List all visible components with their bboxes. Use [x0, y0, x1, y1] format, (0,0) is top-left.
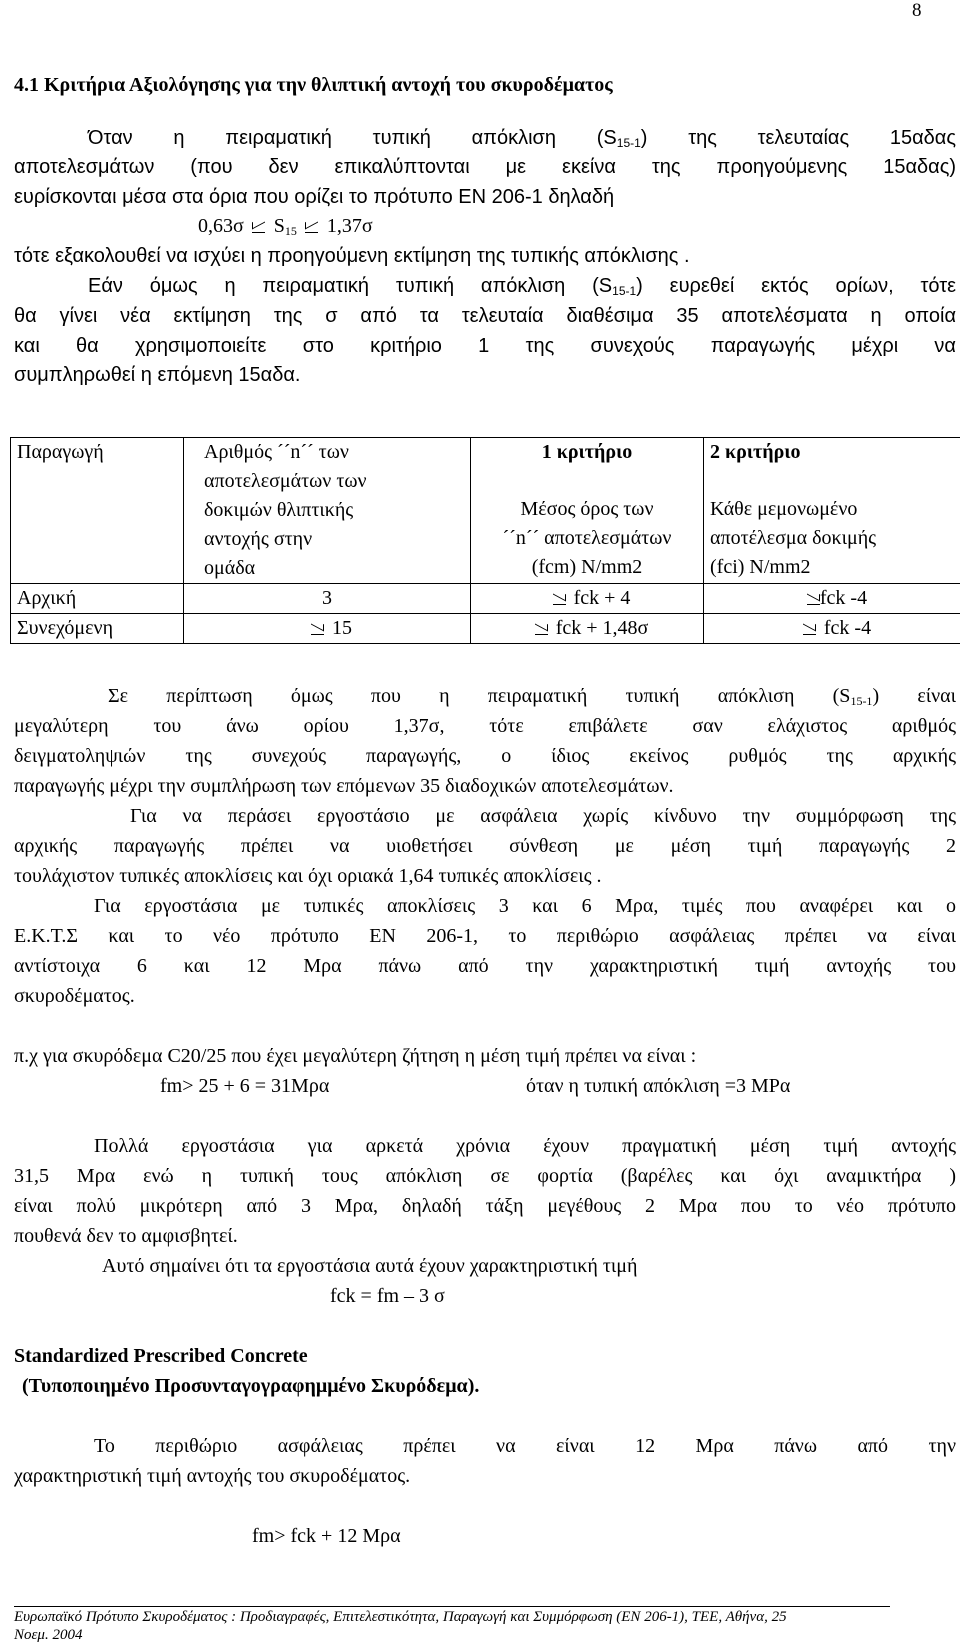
criteria-table — [10, 437, 960, 644]
p5-line-1: Πολλά εργοστάσια για αρκετά χρόνια έχουν πραγματική μέση τιμή αντοχής — [94, 1135, 956, 1157]
spc-formula: fm> fck + 12 Mρα — [252, 1525, 401, 1547]
intro-line-4: τότε εξακολουθεί να ισχύει η προηγούμενη εκτίμηση της τυπικής απόκλισης . — [14, 245, 690, 267]
p5-line-4: πουθενά δεν το αμφισβητεί. — [14, 1225, 238, 1247]
header-production: Παραγωγή — [11, 438, 184, 584]
intro-line-8: συμπληρωθεί η επόμενη 15αδα. — [14, 364, 301, 386]
p4-line-4: σκυροδέματος. — [14, 985, 135, 1007]
p4-line-2: Ε.Κ.Τ.Σ και το νέο πρότυπο ΕΝ 206-1, το περιθώριο ασφάλειας πρέπει να είναι — [14, 925, 956, 947]
intro-line-3: ευρίσκονται μέσα στα όρια που ορίζει το πρότυπο ΕΝ 206-1 δηλαδή — [14, 186, 615, 208]
spc-line-2: χαρακτηριστική τιμή αντοχής του σκυροδέματος. — [14, 1465, 411, 1487]
p3-line-2: αρχικής παραγωγής πρέπει να υιοθετήσει σύνθεση με μέση τιμή παραγωγής 2 — [14, 835, 956, 857]
header-criterion-1: 1 κριτήριο Μέσος όρος των ´´n´´ αποτελεσμάτων (fcm) N/mm2 — [471, 438, 704, 584]
spc-title-en: Standardized Prescribed Concrete — [14, 1345, 308, 1367]
p5-line-2: 31,5 Μρα ενώ η τυπική τους απόκλιση σε φορτία (βαρέλες και όχι αναμικτήρα ) — [14, 1165, 956, 1187]
p5-line-3: είναι πολύ μικρότερη από 3 Μρα, δηλαδή τάξη μεγέθους 2 Μρα που το νέο πρότυπο — [14, 1195, 956, 1217]
p4-line-1: Για εργοστάσια με τυπικές αποκλίσεις 3 και 6 Μρα, τιμές που αναφέρει και ο — [94, 895, 956, 917]
less-equal-icon — [305, 219, 319, 233]
p2-line-2: μεγαλύτερη του άνω ορίου 1,37σ, τότε επιβάλετε σαν ελάχιστος αριθμός — [14, 715, 956, 737]
greater-equal-icon — [806, 591, 820, 605]
greater-equal-icon — [310, 621, 324, 635]
header-criterion-2: 2 κριτήριο Κάθε μεμονωμένο αποτέλεσμα δοκιμής (fci) N/mm2 — [704, 438, 960, 584]
spc-title-gr: (Τυποποιημένο Προσυνταγογραφημμένο Σκυρόδεμα). — [22, 1375, 480, 1397]
p4-line-3: αντίστοιχα 6 και 12 Μρα πάνω από την χαρακτηριστική τιμή αντοχής του — [14, 955, 956, 977]
greater-equal-icon — [802, 621, 816, 635]
p2-line-1: Σε περίπτωση όμως που η πειραματική τυπική απόκλιση $(S_{15-1})$ είναι — [108, 685, 956, 708]
intro-line-1: Όταν η πειραματική τυπική απόκλιση $(S_{15-1})$ της τελευταίας 15αδας — [88, 127, 956, 150]
p5-line-5: Αυτό σημαίνει ότι τα εργοστάσια αυτά έχουν χαρακτηριστική τιμή — [102, 1255, 638, 1277]
intro-line-6: θα γίνει νέα εκτίμηση της σ από τα τελευταία διαθέσιμα 35 αποτελέσματα η οποία — [14, 305, 956, 327]
table-row: Αρχική 3 fck + 4 fck -4 — [11, 584, 960, 614]
header-count: Αριθμός ´´n´´ των αποτελεσμάτων των δοκιμών θλιπτικής αντοχής στην ομάδα — [184, 438, 471, 584]
section-title: 4.1 Κριτήρια Αξιολόγησης για την θλιπτική αντοχή του σκυροδέματος — [14, 74, 613, 96]
footer-rule — [14, 1606, 890, 1607]
example-line: π.χ για σκυρόδεμα C20/25 που έχει μεγαλύτερη ζήτηση η μέση τιμή πρέπει να είναι : — [14, 1045, 697, 1067]
table-header-row — [11, 438, 960, 584]
example-formula: fm> 25 + 6 = 31Mρα — [160, 1075, 330, 1097]
footer-line-2: Νοεμ. 2004 — [14, 1627, 83, 1643]
p3-line-1: Για να περάσει εργοστάσιο με ασφάλεια χωρίς κίνδυνο την συμμόρφωση της — [130, 805, 956, 827]
intro-line-5: Εάν όμως η πειραματική τυπική απόκλιση $(S_{15-1})$ ευρεθεί εκτός ορίων, τότε — [88, 275, 957, 298]
less-equal-icon — [252, 219, 266, 233]
table-row: Συνεχόμενη 15 fck + 1,48σ fck -4 — [11, 614, 960, 644]
p5-formula: fck = fm – 3 σ — [330, 1285, 445, 1307]
p3-line-3: τουλάχιστον τυπικές αποκλίσεις και όχι οριακά 1,64 τυπικές αποκλίσεις . — [14, 865, 602, 887]
footer-line-1: Ευρωπαϊκό Πρότυπο Σκυροδέματος : Προδιαγραφές, Επιτελεστικότητα, Παραγωγή και Συμμόρφωση (ΕΝ 206-1), ΤΕΕ, Αθήνα, 25 — [14, 1609, 787, 1625]
greater-equal-icon — [534, 621, 548, 635]
greater-equal-icon — [552, 591, 566, 605]
inequality-formula: 0,63σ $S_{15}$ 1,37σ — [198, 215, 373, 238]
p2-line-4: παραγωγής μέχρι την συμπλήρωση των επόμενων 35 διαδοχικών αποτελεσμάτων. — [14, 775, 674, 797]
intro-line-2: αποτελεσμάτων (που δεν επικαλύπτονται με εκείνα της προηγούμενης 15αδας) — [14, 156, 956, 178]
intro-line-7: και θα χρησιμοποιείτε στο κριτήριο 1 της συνεχούς παραγωγής μέχρι να — [14, 335, 956, 357]
p2-line-3: δειγματοληψιών της συνεχούς παραγωγής, ο ίδιος εκείνος ρυθμός της αρχικής — [14, 745, 956, 767]
example-condition: όταν η τυπική απόκλιση =3 ΜΡα — [526, 1075, 791, 1097]
page-number: 8 — [912, 0, 922, 21]
spc-line-1: Το περιθώριο ασφάλειας πρέπει να είναι 12 Μρα πάνω από την — [94, 1435, 956, 1457]
